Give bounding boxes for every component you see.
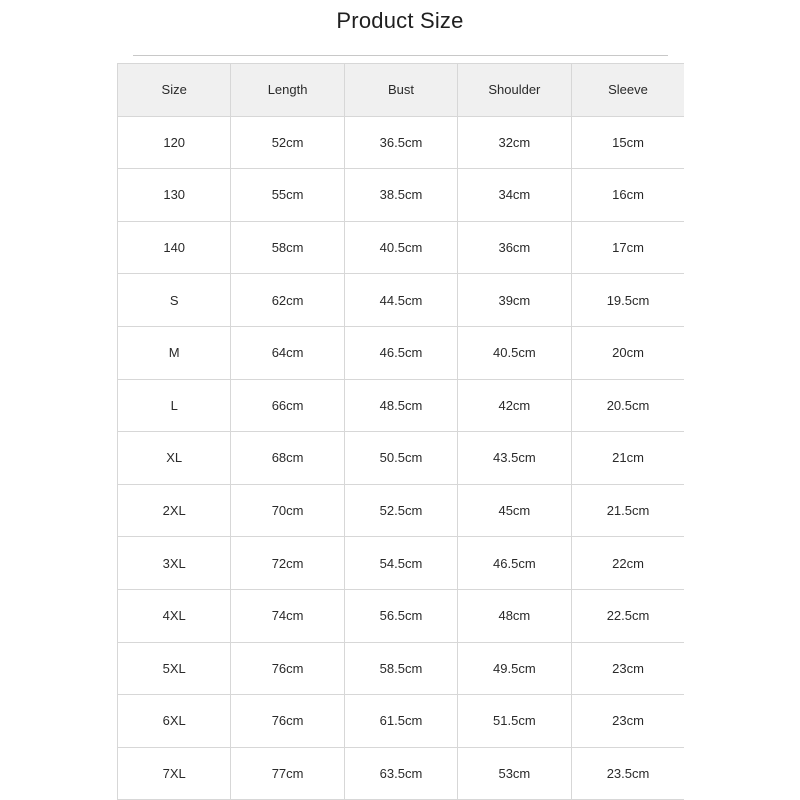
column-header-sleeve: Sleeve	[571, 64, 684, 117]
cell-bust: 50.5cm	[344, 432, 457, 485]
cell-size: 5XL	[118, 642, 231, 695]
cell-bust: 48.5cm	[344, 379, 457, 432]
cell-size: S	[118, 274, 231, 327]
cell-length: 68cm	[231, 432, 344, 485]
column-header-length: Length	[231, 64, 344, 117]
table-row	[118, 221, 685, 274]
size-chart-table	[117, 63, 684, 800]
title-divider	[133, 55, 668, 56]
cell-length: 66cm	[231, 379, 344, 432]
cell-bust: 61.5cm	[344, 695, 457, 748]
cell-shoulder: 39cm	[458, 274, 571, 327]
cell-sleeve: 21cm	[571, 432, 684, 485]
table-row	[118, 326, 685, 379]
cell-shoulder: 48cm	[458, 589, 571, 642]
cell-bust: 40.5cm	[344, 221, 457, 274]
cell-bust: 36.5cm	[344, 116, 457, 169]
cell-sleeve: 21.5cm	[571, 484, 684, 537]
cell-shoulder: 34cm	[458, 169, 571, 222]
cell-size: 6XL	[118, 695, 231, 748]
cell-sleeve: 23.5cm	[571, 747, 684, 800]
cell-length: 76cm	[231, 642, 344, 695]
cell-sleeve: 19.5cm	[571, 274, 684, 327]
cell-bust: 63.5cm	[344, 747, 457, 800]
cell-size: 120	[118, 116, 231, 169]
cell-bust: 56.5cm	[344, 589, 457, 642]
table-row	[118, 116, 685, 169]
cell-length: 64cm	[231, 326, 344, 379]
cell-length: 52cm	[231, 116, 344, 169]
table-row	[118, 589, 685, 642]
cell-shoulder: 45cm	[458, 484, 571, 537]
cell-size: 130	[118, 169, 231, 222]
cell-shoulder: 42cm	[458, 379, 571, 432]
cell-bust: 52.5cm	[344, 484, 457, 537]
cell-length: 58cm	[231, 221, 344, 274]
cell-length: 77cm	[231, 747, 344, 800]
cell-shoulder: 49.5cm	[458, 642, 571, 695]
cell-shoulder: 36cm	[458, 221, 571, 274]
cell-sleeve: 23cm	[571, 642, 684, 695]
cell-length: 72cm	[231, 537, 344, 590]
table-row	[118, 169, 685, 222]
cell-bust: 38.5cm	[344, 169, 457, 222]
cell-bust: 54.5cm	[344, 537, 457, 590]
table-header-row	[118, 64, 685, 117]
cell-sleeve: 22cm	[571, 537, 684, 590]
table-row	[118, 642, 685, 695]
page-title: Product Size	[336, 8, 464, 33]
cell-bust: 58.5cm	[344, 642, 457, 695]
table-row	[118, 379, 685, 432]
table-row	[118, 432, 685, 485]
table-row	[118, 274, 685, 327]
cell-sleeve: 22.5cm	[571, 589, 684, 642]
table-row	[118, 747, 685, 800]
cell-shoulder: 51.5cm	[458, 695, 571, 748]
cell-size: 3XL	[118, 537, 231, 590]
cell-shoulder: 43.5cm	[458, 432, 571, 485]
cell-sleeve: 20cm	[571, 326, 684, 379]
cell-size: 2XL	[118, 484, 231, 537]
cell-bust: 44.5cm	[344, 274, 457, 327]
cell-size: XL	[118, 432, 231, 485]
cell-shoulder: 32cm	[458, 116, 571, 169]
table-row	[118, 537, 685, 590]
cell-sleeve: 17cm	[571, 221, 684, 274]
cell-length: 74cm	[231, 589, 344, 642]
column-header-bust: Bust	[344, 64, 457, 117]
cell-length: 76cm	[231, 695, 344, 748]
cell-shoulder: 53cm	[458, 747, 571, 800]
cell-sleeve: 15cm	[571, 116, 684, 169]
cell-shoulder: 40.5cm	[458, 326, 571, 379]
cell-sleeve: 16cm	[571, 169, 684, 222]
cell-size: 140	[118, 221, 231, 274]
cell-length: 55cm	[231, 169, 344, 222]
cell-size: M	[118, 326, 231, 379]
cell-length: 70cm	[231, 484, 344, 537]
table-row	[118, 695, 685, 748]
cell-sleeve: 20.5cm	[571, 379, 684, 432]
cell-size: 7XL	[118, 747, 231, 800]
cell-size: L	[118, 379, 231, 432]
cell-sleeve: 23cm	[571, 695, 684, 748]
cell-size: 4XL	[118, 589, 231, 642]
column-header-size: Size	[118, 64, 231, 117]
cell-bust: 46.5cm	[344, 326, 457, 379]
cell-length: 62cm	[231, 274, 344, 327]
cell-shoulder: 46.5cm	[458, 537, 571, 590]
table-row	[118, 484, 685, 537]
column-header-shoulder: Shoulder	[458, 64, 571, 117]
